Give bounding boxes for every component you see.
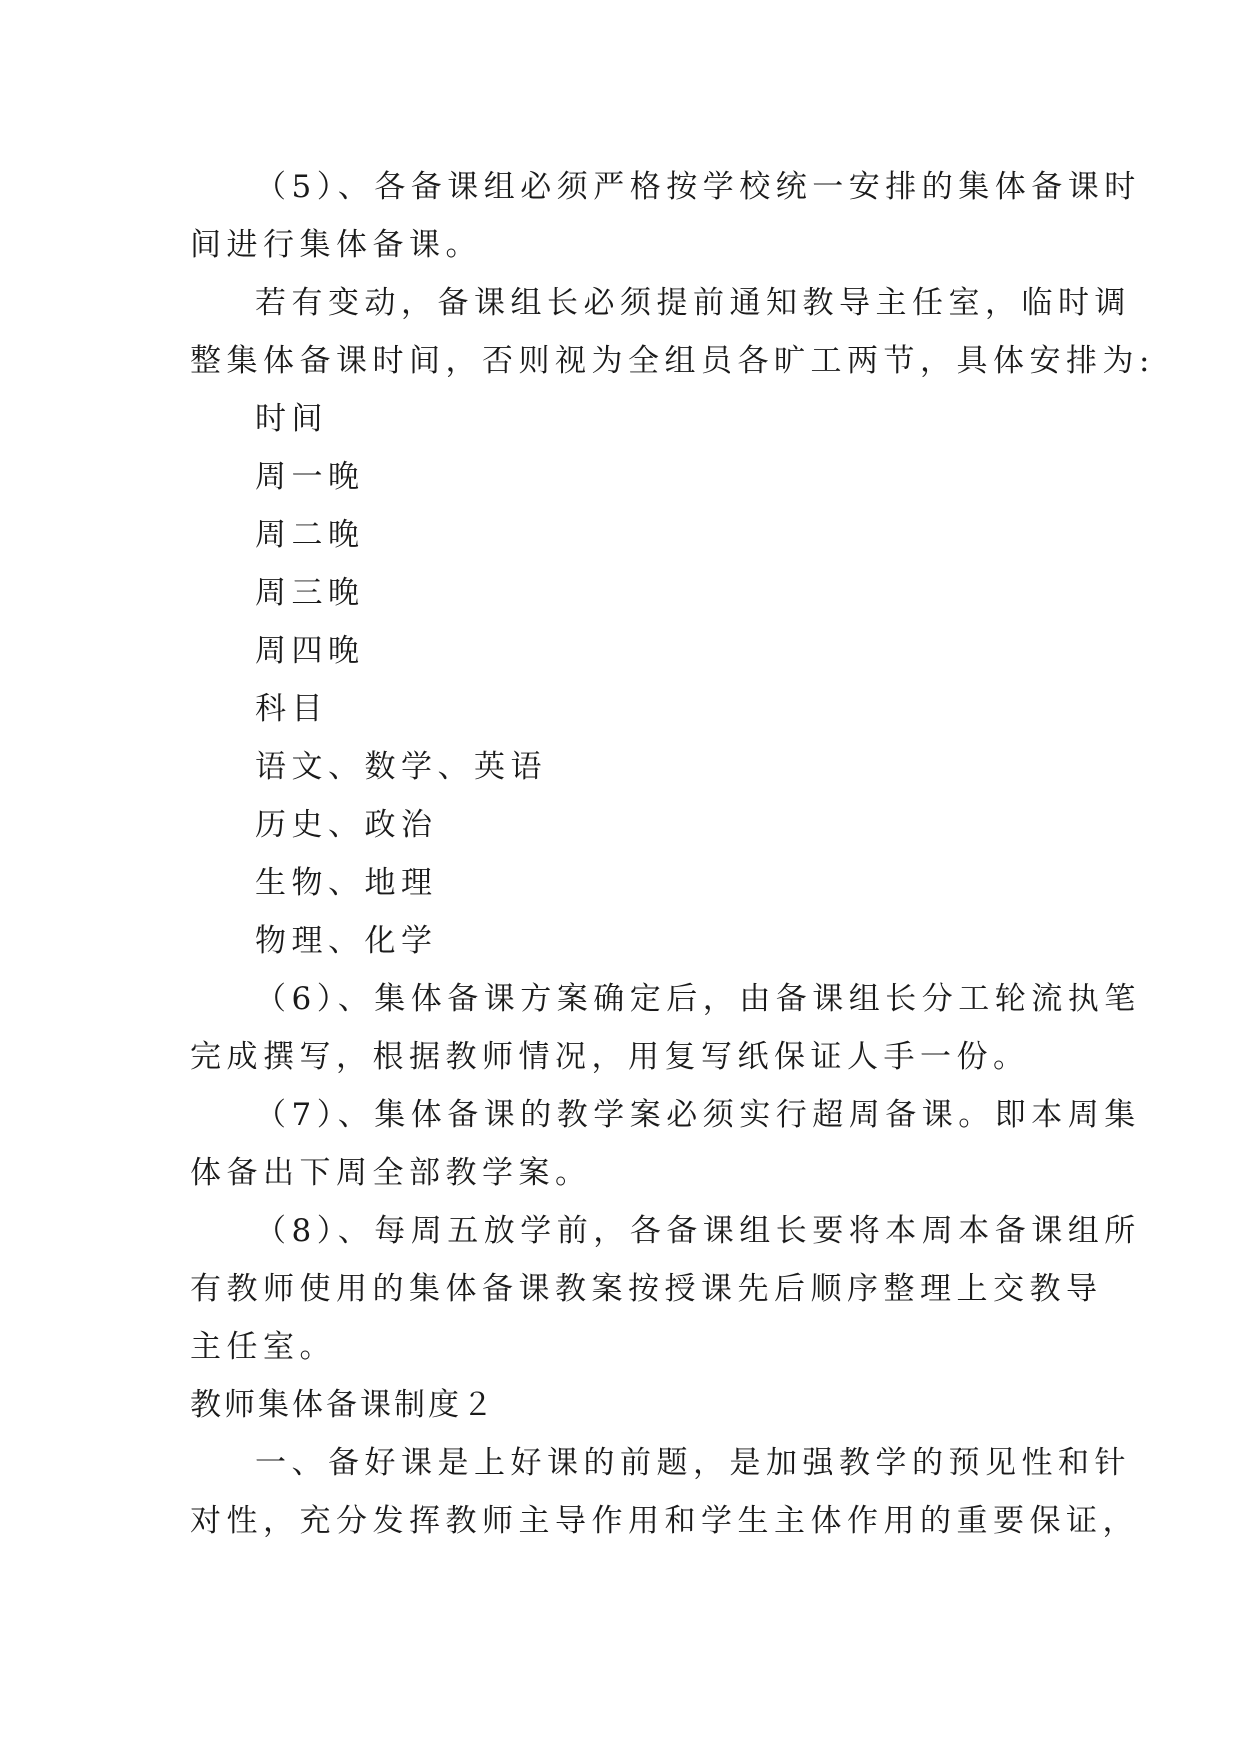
paragraph-line: 有教师使用的集体备课教案按授课先后顺序整理上交教导 xyxy=(190,1271,1103,1307)
paragraph-line: 一、备好课是上好课的前题，是加强教学的预见性和针 xyxy=(255,1445,1131,1481)
table-cell-line: 科目 xyxy=(255,691,328,727)
table-cell-line: 周二晚 xyxy=(255,517,365,553)
table-cell-line: 周一晚 xyxy=(255,459,365,495)
paragraph-line: （6）、集体备课方案确定后，由备课组长分工轮流执笔 xyxy=(255,981,1141,1017)
paragraph-line: （5）、各备课组必须严格按学校统一安排的集体备课时 xyxy=(255,169,1141,205)
paragraph-line: （8）、每周五放学前，各备课组长要将本周本备课组所 xyxy=(255,1213,1141,1249)
paragraph-line: 主任室。 xyxy=(190,1329,336,1365)
table-cell-line: 语文、数学、英语 xyxy=(255,749,547,785)
paragraph-line: 若有变动，备课组长必须提前通知教导主任室，临时调 xyxy=(255,285,1131,321)
table-cell-line: 周四晚 xyxy=(255,633,365,669)
paragraph-line: （7）、集体备课的教学案必须实行超周备课。即本周集 xyxy=(255,1097,1141,1133)
table-cell-line: 物理、化学 xyxy=(255,923,438,959)
paragraph-line: 整集体备课时间，否则视为全组员各旷工两节，具体安排为: xyxy=(190,343,1155,379)
table-cell-line: 历史、政治 xyxy=(255,807,438,843)
section-heading: 教师集体备课制度２ xyxy=(190,1387,496,1423)
paragraph-line: 间进行集体备课。 xyxy=(190,227,482,263)
paragraph-line: 完成撰写，根据教师情况，用复写纸保证人手一份。 xyxy=(190,1039,1030,1075)
paragraph-line: 体备出下周全部教学案。 xyxy=(190,1155,592,1191)
table-cell-line: 生物、地理 xyxy=(255,865,438,901)
table-cell-line: 时间 xyxy=(255,401,328,437)
paragraph-line: 对性，充分发挥教师主导作用和学生主体作用的重要保证， xyxy=(190,1503,1139,1539)
table-cell-line: 周三晚 xyxy=(255,575,365,611)
